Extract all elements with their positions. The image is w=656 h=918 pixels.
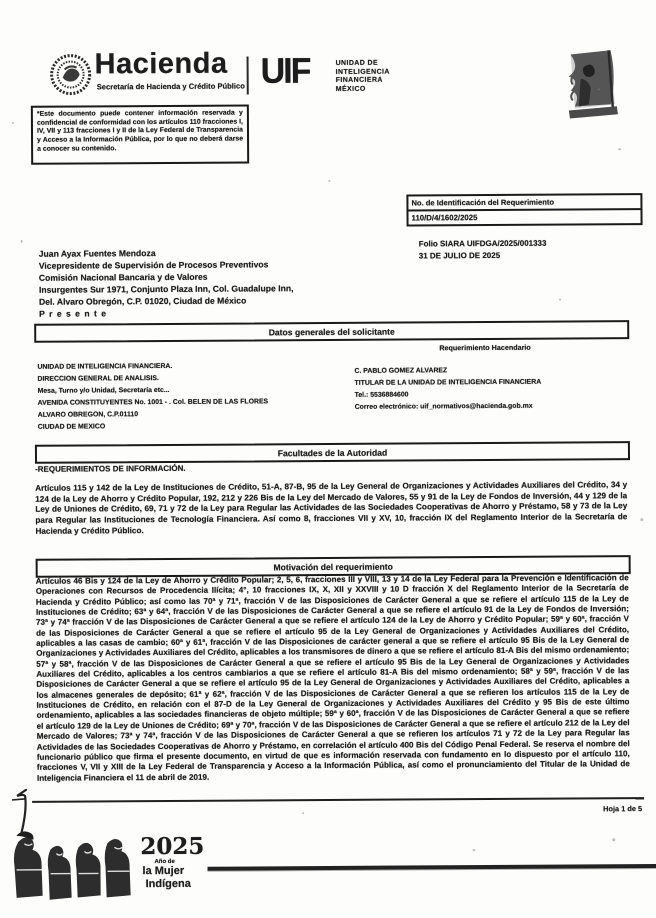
official-name: C. PABLO GOMEZ ALVAREZ — [354, 367, 448, 375]
brand-subtitle: Secretaría de Hacienda y Crédito Público — [96, 81, 245, 92]
addressee-block — [39, 246, 294, 320]
hacienda-seal-icon — [50, 51, 92, 97]
footer-campaign-line2: Indígena — [145, 877, 191, 891]
official-contact-block — [354, 365, 541, 414]
uif-name-line: INTELIGENCIA — [335, 68, 390, 76]
document-date: 31 DE JULIO DE 2025 — [418, 250, 501, 261]
requirement-id-value: 110/D/4/1602/2025 — [411, 213, 478, 223]
footer-year: 2025 — [140, 832, 205, 861]
section-header-faculties — [35, 441, 630, 464]
handwritten-mark-icon — [8, 786, 34, 834]
official-title: TITULAR DE LA UNIDAD DE INTELIGENCIA FINANCIERA — [354, 378, 542, 387]
confidentiality-notice: *Este documento puede contener información reservada y confidencial de conformidad con los artículos 110 fracciones I, IV, VII y 113 fracciones I y II de la Ley Federal de Transparencia y Acceso a la Información Pública, por lo que no deberá darse a conocer su contenido. — [31, 104, 249, 164]
folio-number: Folio SIARA UIFDGA/2025/001333 — [418, 238, 547, 249]
unit-line: DIRECCION GENERAL DE ANALISIS. — [37, 375, 159, 383]
section-title: Datos generales del solicitante — [268, 326, 395, 337]
header-divider — [247, 56, 249, 94]
uif-name — [336, 60, 390, 95]
addressee-address-2: Del. Alvaro Obregón, C.P. 01020, Ciudad de México — [39, 295, 247, 307]
footer-rule — [32, 797, 644, 803]
uif-name-line: FINANCIERA — [335, 76, 383, 85]
uif-logo-icon: UIF — [260, 51, 310, 92]
uif-name-line: UNIDAD DE — [335, 59, 379, 67]
faculties-subtitle: -REQUERIMIENTOS DE INFORMACIÓN. — [35, 463, 186, 474]
footer-thick-rule — [207, 864, 656, 871]
faculties-body: Artículos 115 y 142 de la Ley de Instituciones de Crédito, 51-A, 87-B, 95 de la Ley General de Organizaciones y Actividades Auxiliares del Crédito, 34 y 124 de la Ley de Ahorro y Crédito Popular, 192, 212 y 226 Bis de la Ley del Mercado de Valores, 55 y 91 de la Ley de Fondos de Inversión, 44 y 129 de la Ley de Uniones de Crédito, 69, 71 y 72 de la Ley para Regular las Actividades de las Sociedades Cooperativas de Ahorro y Préstamo, 58 y 73 de la Ley para Regular las Instituciones de Tecnología Financiera. Así como 8, fracciones VII y XV, 10, fracción IX del Reglamento Interior de la Secretaría de Hacienda y Crédito Público. — [35, 480, 628, 536]
requirement-id-box — [406, 193, 642, 226]
footer-year-sub: Año de — [154, 858, 175, 866]
addressee-name: Juan Ayax Fuentes Mendoza — [38, 248, 156, 259]
flag-bearer-stamp-icon — [540, 48, 629, 135]
requesting-unit-block — [37, 360, 268, 433]
presente-line: P r e s e n t e — [39, 308, 108, 319]
section-title: Facultades de la Autoridad — [277, 447, 388, 458]
section-title: Motivación del requerimiento — [273, 561, 393, 572]
unit-line: ALVARO OBREGON, C.P.01110 — [37, 411, 139, 419]
unit-line: AVENIDA CONSTITUYENTES No. 1001 - . Col. BELEN DE LAS FLORES — [37, 398, 269, 407]
brand-wordmark: Hacienda — [94, 47, 228, 81]
requirement-id-label: No. de Identificación del Requerimiento — [408, 195, 640, 211]
section-header-general-data — [34, 320, 629, 343]
unit-line: UNIDAD DE INTELIGENCIA FINANCIERA. — [37, 362, 173, 371]
page-indicator: Hoja 1 de 5 — [603, 804, 643, 814]
footer-campaign-line1: la Mujer — [142, 864, 185, 878]
unit-line: Mesa, Turno y/o Unidad, Secretaría etc... — [37, 386, 170, 395]
official-phone: Tel.: 5536884600 — [354, 391, 409, 399]
addressee-title: Vicepresidente de Supervisión de Procesos Preventivos — [38, 259, 269, 271]
uif-name-line: MÉXICO — [335, 85, 366, 93]
addressee-org: Comisión Nacional Bancaria y de Valores — [38, 271, 208, 283]
official-email: Correo electrónico: uif_normativos@hacienda.gob.mx — [354, 402, 533, 411]
addressee-address-1: Insurgentes Sur 1971, Conjunto Plaza Inn, Col. Guadalupe Inn, — [38, 283, 294, 295]
requirement-type-tag: Requerimiento Hacendario — [439, 342, 531, 353]
indigenous-women-figures-icon — [4, 827, 136, 906]
motivation-body: Artículos 46 Bis y 124 de la Ley de Ahorro y Crédito Popular; 2, 5, 6, fracciones III y VIII, 13 y 14 de la Ley Federal para la Prevención e Identificación de Operaciones con Recursos de Procedencia Ilícita; 4°, 10 fracciones IX, X, XII y XXVIII y 10 D fracción X del Reglamento Interior de la Secretaría de Hacienda y Crédito Público; así como las 70ª y 71ª, fracción V de las Disposiciones de Carácter General a que se refiere el artículo 115 de la Ley de Instituciones de Crédito; 63ª y 64ª, fracción V de las Disposiciones de Carácter General a que se refiere el artículo 91 de la Ley de Fondos de Inversión; 73ª y 74ª fracción V de las Disposiciones de Carácter General a que se refiere el artículo 124 de la Ley de Ahorro y Crédito Popular; 59ª y 60ª, fracción V de las Disposiciones de Carácter General a que se refiere el artículo 95 de la Ley General de Organizaciones y Actividades Auxiliares del Crédito, aplicables a las casas de cambio; 60ª y 61ª, fracción V de las Disposiciones de carácter general a que se refiere el artículo 95 Bis de la Ley General de Organizaciones y Actividades Auxiliares del Crédito, aplicables a los transmisores de dinero a que se refiere el artículo 81-A Bis del mismo ordenamiento; 57ª y 58ª, fracción V de las Disposiciones de Carácter General a que se refiere el artículo 95 Bis de la Ley General de Organizaciones y Actividades Auxiliares del Crédito, aplicables a los centros cambiarios a que se refiere el artículo 81-A Bis del mismo ordenamiento; 58ª y 59ª, fracción V de las Disposiciones de Carácter General a que se refiere el artículo 95 de la Ley General de Organizaciones y Actividades Auxiliares del Crédito, aplicables a los almacenes generales de depósito; 61ª y 62ª, fracción V de las Disposiciones de Carácter General a que se refieren los artículos 115 de la Ley de Instituciones de Crédito, en relación con el 87-D de la Ley General de Organizaciones y Actividades Auxiliares del Crédito y 95 Bis de este último ordenamiento, aplicables a las sociedades financieras de objeto múltiple; 59ª y 60ª, fracción V de las Disposiciones de Carácter General a que se refiere el artículo 129 de la Ley de Uniones de Crédito; 69ª y 70ª, fracción V de las Disposiciones de Carácter General a que se refiere el artículo 212 de la Ley del Mercado de Valores; 73ª y 74ª, fracción V de las Disposiciones de Carácter General a que se refieren los artículos 71 y 72 de la Ley para Regular las Actividades de las Sociedades Cooperativas de Ahorro y Préstamo, en correlación el artículo 400 Bis del Código Penal Federal. Se reserva el nombre del funcionario público que firma el presente documento, en virtud de que es información reservada con fundamento en lo dispuesto por el artículo 110, fracciones V, VII y XIII de la Ley Federal de Transparencia y Acceso a la Información Pública, así como el pronunciamiento del Titular de la Unidad de Inteligencia Financiera el 11 de abril de 2019. — [35, 573, 630, 783]
unit-line: CIUDAD DE MEXICO — [37, 423, 106, 431]
